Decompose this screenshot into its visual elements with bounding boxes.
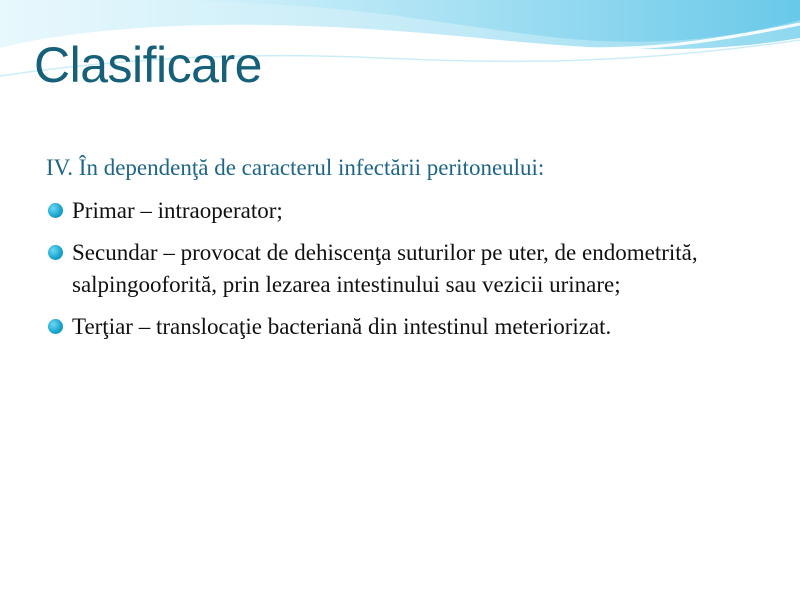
bullet-item-tertiar — [46, 311, 746, 344]
slide-title: Clasificare — [34, 37, 262, 93]
bullet-text: Primar – intraoperator; — [72, 198, 283, 224]
bullet-item-primar — [46, 195, 746, 228]
bullet-text: Terţiar – translocaţie bacteriană din intestinul meteriorizat. — [72, 314, 612, 340]
bullet-list — [46, 195, 746, 344]
round-bullet-icon — [48, 245, 63, 260]
intro-text: IV. În dependenţă de caracterul infectării peritoneului: — [46, 155, 545, 180]
bullet-text: Secundar – provocat de dehiscenţa suturilor pe uter, de endometrită, salpingooforită, prin lezarea intestinului sau vezicii urinare; — [72, 239, 698, 298]
bullet-item-secundar — [46, 237, 746, 302]
round-bullet-icon — [48, 319, 63, 334]
slide-content — [46, 152, 746, 353]
round-bullet-icon — [48, 203, 63, 218]
